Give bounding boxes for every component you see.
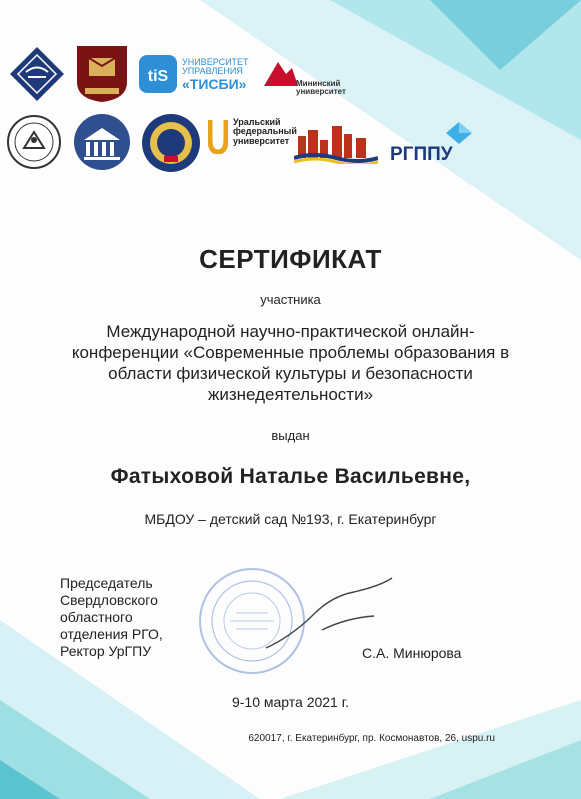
urgpu-logo xyxy=(8,45,66,103)
signatory-role xyxy=(60,575,163,660)
emblem-circle-logo xyxy=(6,114,62,170)
minin-logo-text xyxy=(296,80,346,97)
tisbi-line1: УНИВЕРСИТЕТ xyxy=(182,57,249,67)
issued-label: выдан xyxy=(271,428,310,443)
role-line-3: областного xyxy=(60,609,133,625)
conference-line-3: области физической культуры и безопасности xyxy=(108,364,473,383)
tisbi-logo-text xyxy=(182,58,249,92)
participant-label: участника xyxy=(260,292,321,307)
recipient-name: Фатыховой Наталье Васильевне, xyxy=(110,465,471,488)
minin-logo-mark xyxy=(264,60,298,86)
svg-text:tiS: tiS xyxy=(147,68,169,85)
certificate-title: СЕРТИФИКАТ xyxy=(199,244,382,274)
minin-line2: университет xyxy=(296,87,346,97)
city-skyline-logo xyxy=(294,122,378,164)
address-footer: 620017, г. Екатеринбург, пр. Космонавтов, 26, uspu.ru xyxy=(248,733,495,744)
handwritten-signature xyxy=(262,574,408,654)
urfu-logo-mark xyxy=(208,118,228,154)
rgppu-diamond-icon xyxy=(444,120,474,146)
rgppu-logo-text: РГППУ xyxy=(390,144,453,165)
role-line-4: отделения РГО, xyxy=(60,626,163,642)
event-date: 9-10 марта 2021 г. xyxy=(231,694,350,710)
conference-line-2: конференции «Современные проблемы образования в xyxy=(71,343,510,362)
tisbi-logo-mark xyxy=(138,54,178,94)
role-line-1: Председатель xyxy=(60,575,153,591)
role-line-5: Ректор УрГПУ xyxy=(60,643,152,659)
tisbi-line3: «ТИСБИ» xyxy=(182,75,247,92)
conference-line-4: жизнедеятельности» xyxy=(207,385,374,404)
institution: МБДОУ – детский сад №193, г. Екатеринбург xyxy=(144,511,437,527)
signatory-name: С.А. Минюрова xyxy=(362,645,462,661)
conference-line-1: Международной научно-практической онлайн- xyxy=(106,322,475,341)
university-building-logo xyxy=(72,112,132,172)
minin-line1: Мининский xyxy=(296,79,341,88)
seal-1931-logo xyxy=(140,112,202,174)
urfu-line3: университет xyxy=(233,135,290,146)
tisbi-line2: УПРАВЛЕНИЯ xyxy=(182,66,243,77)
urfu-logo-text xyxy=(233,118,297,146)
shield-crest-logo xyxy=(75,44,129,104)
urfu-line1: Уральский xyxy=(233,117,281,127)
urfu-line2: федеральный xyxy=(233,126,297,137)
role-line-2: Свердловского xyxy=(60,592,158,608)
